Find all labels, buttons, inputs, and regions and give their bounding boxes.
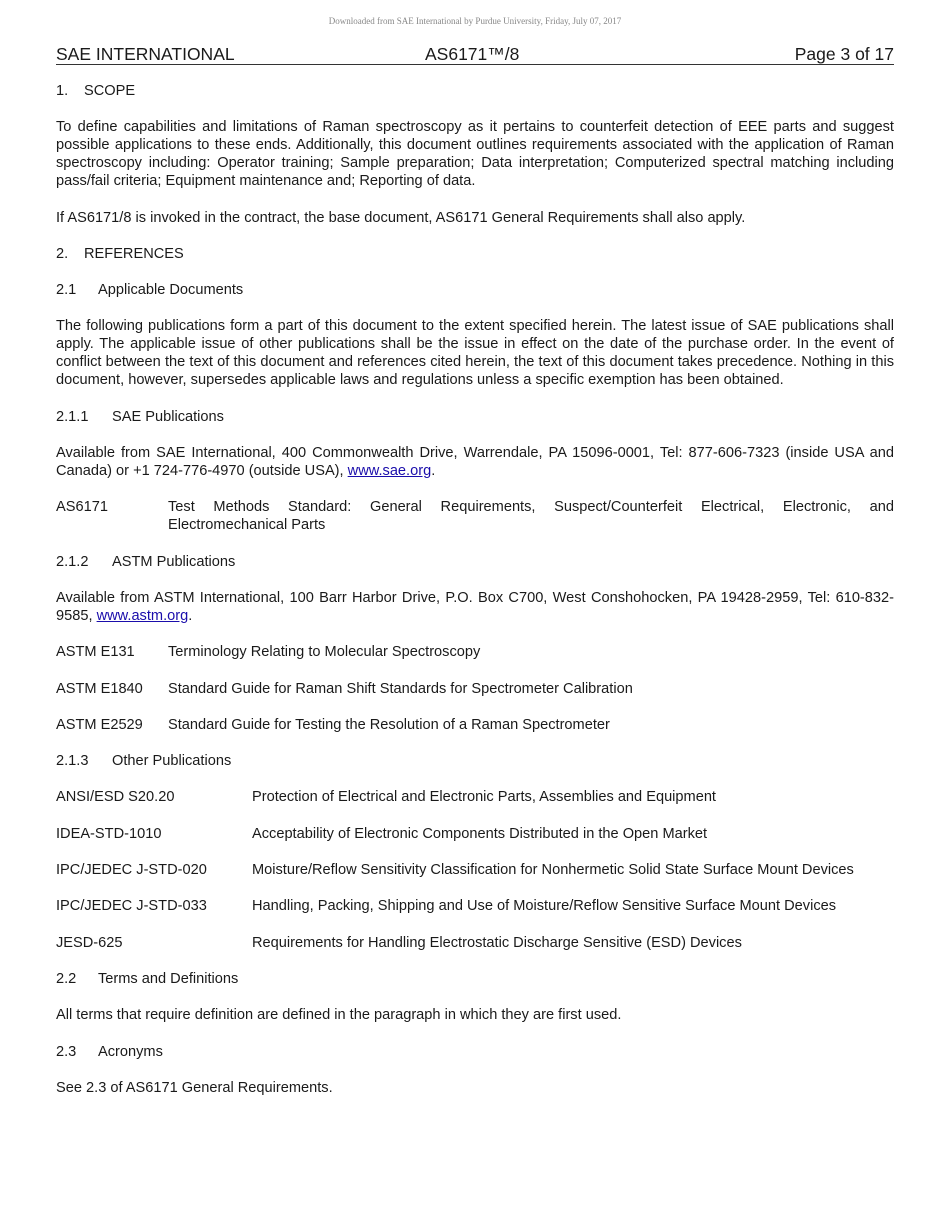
reference-code: ANSI/ESD S20.20 [56,789,175,806]
section-number: 2.2 [56,970,77,987]
header-page-number: Page 3 of 17 [794,44,894,64]
section-number: 2.1.1 [56,408,89,425]
section-heading-terms-definitions [56,970,894,988]
section-title: REFERENCES [84,245,184,262]
reference-code: IPC/JEDEC J-STD-020 [56,862,207,879]
download-watermark: Downloaded from SAE International by Purdue University, Friday, July 07, 2017 [328,16,622,26]
reference-title: Test Methods Standard: General Requirements, Suspect/Counterfeit Electrical, Electronic, and Electromechanical Parts [168,499,894,534]
scope-invocation-paragraph: If AS6171/8 is invoked in the contract, the base document, AS6171 General Requirements shall also apply. [56,209,746,226]
reference-title: Handling, Packing, Shipping and Use of Moisture/Reflow Sensitive Surface Mount Devices [252,898,837,915]
reference-title: Standard Guide for Testing the Resolution of a Raman Spectrometer [168,716,610,733]
header-organization: SAE INTERNATIONAL [56,44,235,64]
reference-code: ASTM E2529 [56,716,143,733]
reference-title: Acceptability of Electronic Components Distributed in the Open Market [252,825,708,842]
reference-entry [56,680,894,698]
reference-entry [56,861,894,879]
reference-code: IDEA-STD-1010 [56,825,162,842]
page-header [56,44,894,65]
section-title: Acronyms [98,1043,163,1060]
reference-entry [56,897,894,915]
section-title: Terms and Definitions [98,970,239,987]
scope-paragraph: To define capabilities and limitations of Raman spectroscopy as it pertains to counterfeit detection of EEE parts and suggest possible applications to these ends. Additionally, this document outlines requirements associated with the application of Raman spectroscopy including: Operator training; Sample preparation; Data interpretation; Computerized spectral matching including pass/fail criteria; Equipment maintenance and; Reporting of data. [56,119,894,190]
astm-availability-paragraph [56,589,894,625]
section-heading-applicable-documents [56,281,894,299]
section-title: Applicable Documents [98,282,244,299]
section-number: 2.1 [56,282,77,299]
section-title: ASTM Publications [112,553,236,570]
sae-availability-end: . [431,463,436,480]
section-heading-references [56,245,894,263]
reference-code: IPC/JEDEC J-STD-033 [56,898,207,915]
reference-title: Terminology Relating to Molecular Spectroscopy [168,644,481,661]
section-number: 2.1.3 [56,753,89,770]
terms-paragraph: All terms that require definition are defined in the paragraph in which they are first used. [56,1007,622,1024]
reference-entry [56,643,894,661]
section-heading-scope [56,82,894,100]
reference-title: Protection of Electrical and Electronic Parts, Assemblies and Equipment [252,789,716,806]
section-title: SCOPE [84,83,136,99]
reference-title: Moisture/Reflow Sensitivity Classification for Nonhermetic Solid State Surface Mount Devices [252,862,854,879]
sae-availability-text: Available from SAE International, 400 Commonwealth Drive, Warrendale, PA 15096-0001, Tel: 877-606-7323 (inside USA and Canada) or +1 724-776-4970 (outside USA), [56,445,894,480]
section-number: 2.1.2 [56,553,89,570]
reference-entry [56,788,894,806]
reference-entry [56,825,894,843]
section-number: 2. [56,245,69,262]
document-body [56,82,894,1115]
reference-entry [56,716,894,734]
applicable-documents-paragraph: The following publications form a part of this document to the extent specified herein. The latest issue of SAE publications shall apply. The applicable issue of other publications shall be the issue in effect on the date of the purchase order. In the event of conflict between the text of this document and references cited herein, the text of this document takes precedence. Nothing in this document, however, supersedes applicable laws and regulations unless a specific exemption has been obtained. [56,318,894,389]
reference-code: ASTM E131 [56,644,135,661]
reference-title: Standard Guide for Raman Shift Standards for Spectrometer Calibration [168,680,633,697]
astm-availability-end: . [188,607,193,624]
reference-code: ASTM E1840 [56,680,143,697]
section-number: 1. [56,83,69,99]
astm-availability-text: Available from ASTM International, 100 Barr Harbor Drive, P.O. Box C700, West Conshohocken, PA 19428-2959, Tel: 610-832-9585, [56,589,894,624]
section-heading-acronyms [56,1043,894,1061]
section-title: Other Publications [112,753,232,770]
reference-code: AS6171 [56,499,108,516]
sae-website-link[interactable]: www.sae.org [347,463,432,480]
section-number: 2.3 [56,1043,77,1060]
section-heading-astm-publications [56,553,894,571]
acronyms-paragraph: See 2.3 of AS6171 General Requirements. [56,1079,333,1096]
reference-entry [56,934,894,952]
section-heading-sae-publications [56,408,894,426]
section-heading-other-publications [56,752,894,770]
reference-entry [56,498,894,534]
reference-code: JESD-625 [56,934,123,951]
section-title: SAE Publications [112,408,224,425]
reference-title: Requirements for Handling Electrostatic Discharge Sensitive (ESD) Devices [252,934,742,951]
sae-availability-paragraph [56,444,894,480]
astm-website-link[interactable]: www.astm.org [96,607,189,624]
header-document-id: AS6171™/8 [425,44,520,64]
